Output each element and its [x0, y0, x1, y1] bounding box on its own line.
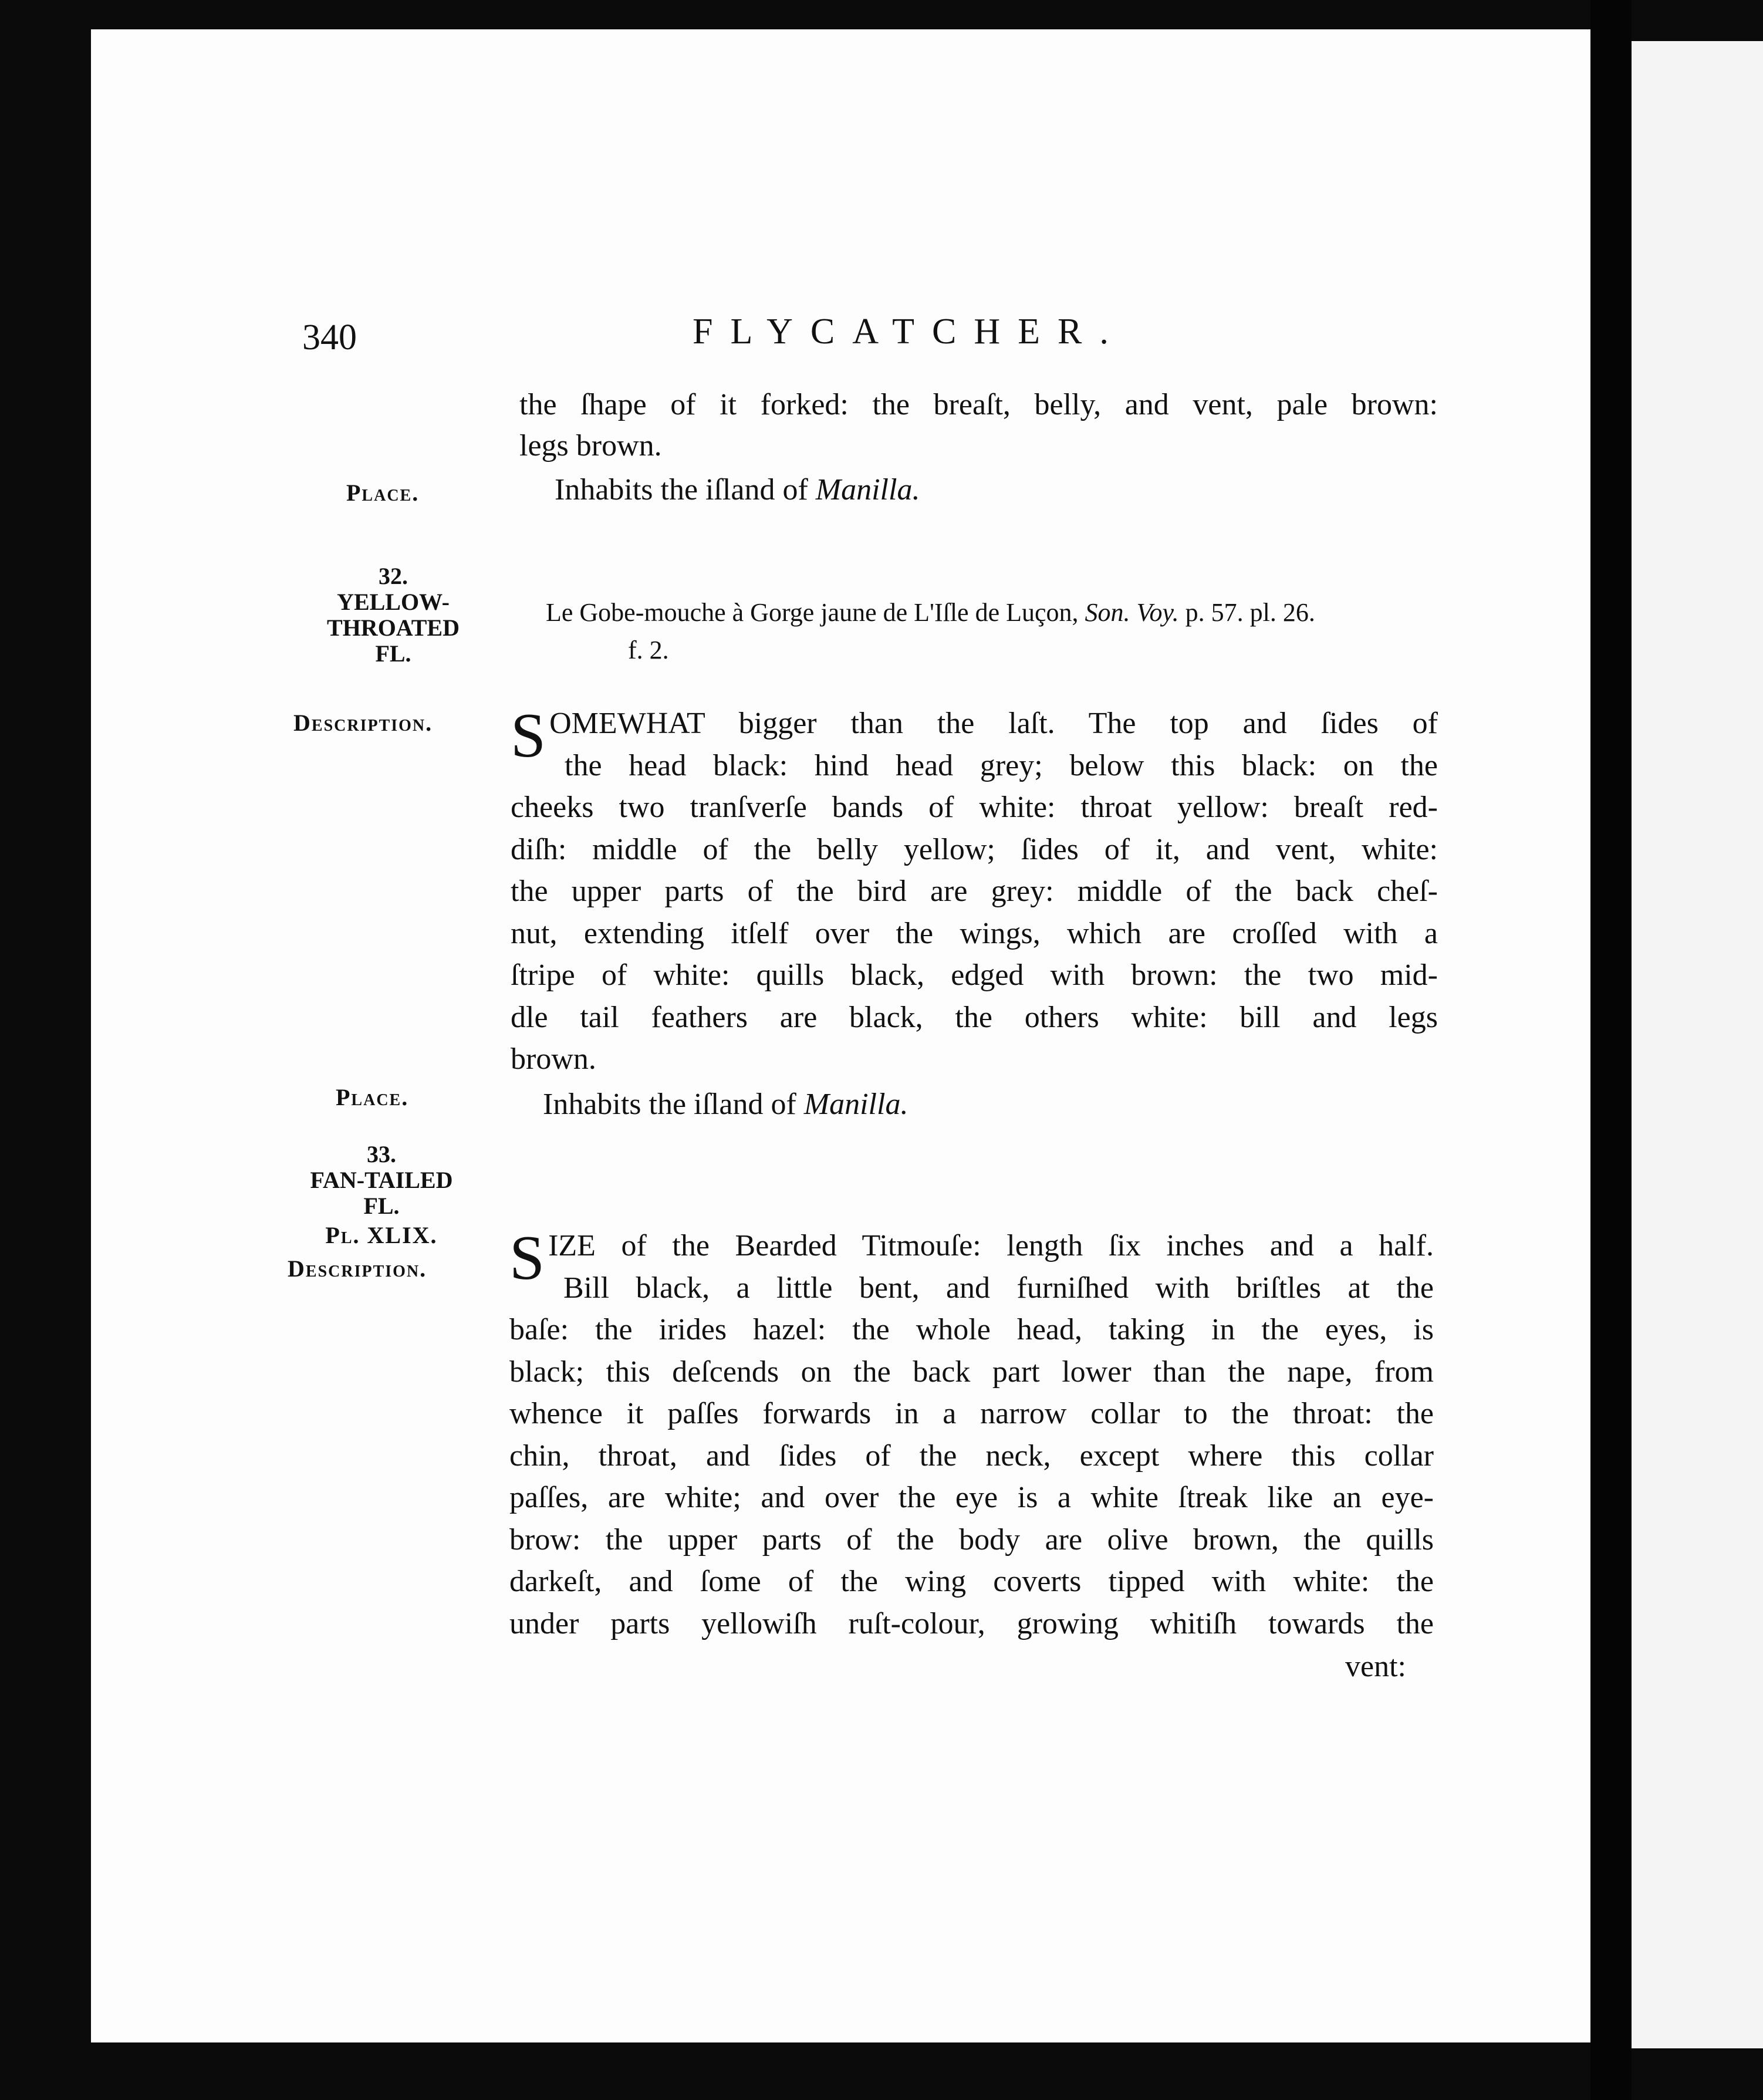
species-32-heading — [296, 563, 490, 667]
synonym-reference-2: f. 2. — [628, 636, 669, 664]
synonym-reference: Le Gobe-mouche à Gorge jaune de L'Iſle de Luçon, Son. Voy. p. 57. pl. 26. — [546, 598, 1315, 627]
species-number: 32. — [379, 563, 408, 589]
drop-cap: S — [511, 701, 546, 771]
place-text-2: Inhabits the iſland of Manilla. — [543, 1088, 908, 1121]
running-head: FLYCATCHER. — [693, 312, 1126, 352]
page-number: 340 — [302, 318, 357, 357]
margin-label-place-2: Place. — [336, 1084, 409, 1110]
facing-page-edge — [1632, 41, 1763, 2048]
continuation-line-2: legs brown. — [519, 429, 662, 462]
place-name: Manilla. — [803, 1088, 908, 1121]
continuation-line: the ſhape of it forked: the breaſt, belly, and vent, pale brown: — [519, 388, 1438, 421]
species-name-line: FL. — [363, 1193, 400, 1219]
margin-label-description-2: Description. — [288, 1255, 427, 1282]
species-name-line: THROATED — [327, 615, 460, 641]
margin-label-description: Description. — [293, 710, 433, 736]
species-name-line: YELLOW- — [337, 589, 450, 615]
place-text: Inhabits the iſland of Manilla. — [555, 473, 920, 507]
species-33-description: S IZE of the Bearded Titmouſe: length ſix inches and a half. Bill black, a little bent, and furniſhed with briſtles at the baſe: the irides hazel: the whole head, taking in the eyes, is black; this deſcends on the back part lower than the nape, from whence it paſſes forwards in a narrow collar to the throat: the chin, throat, and ſides of the neck, except where this collar paſſes, are white; and over the eye is a white ſtreak like an eye- brow: the upper parts of the body are olive brown, the quills darkeſt, and ſome of the wing coverts tipped with white: the under parts yellowiſh ruſt-colour, growing whitiſh towards the — [509, 1223, 1434, 1640]
drop-cap: S — [509, 1223, 545, 1293]
species-name-line: FL. — [375, 640, 411, 667]
species-number: 33. — [367, 1141, 396, 1167]
book-spine — [1590, 0, 1632, 2100]
species-name-line: FAN-TAILED — [310, 1167, 453, 1193]
margin-label-place: Place. — [346, 480, 420, 506]
place-name: Manilla. — [815, 473, 920, 507]
species-33-heading — [285, 1142, 478, 1248]
plate-reference: Pl. XLIX. — [325, 1222, 438, 1248]
species-32-description: S OMEWHAT bigger than the laſt. The top and ſides of the head black: hind head grey; below this black: on the cheeks two tranſverſe bands of white: throat yellow: breaſt red- diſh: middle of the belly yellow; ſides of it, and vent, white: the upper parts of the bird are grey: middle of the back cheſ- nut, extending itſelf over the wings, which are croſſed with a ſtripe of white: quills black, edged with brown: the two mid- dle tail feathers are black, the others white: bill and legs brown. — [511, 701, 1438, 1076]
catchword: vent: — [1345, 1650, 1406, 1683]
